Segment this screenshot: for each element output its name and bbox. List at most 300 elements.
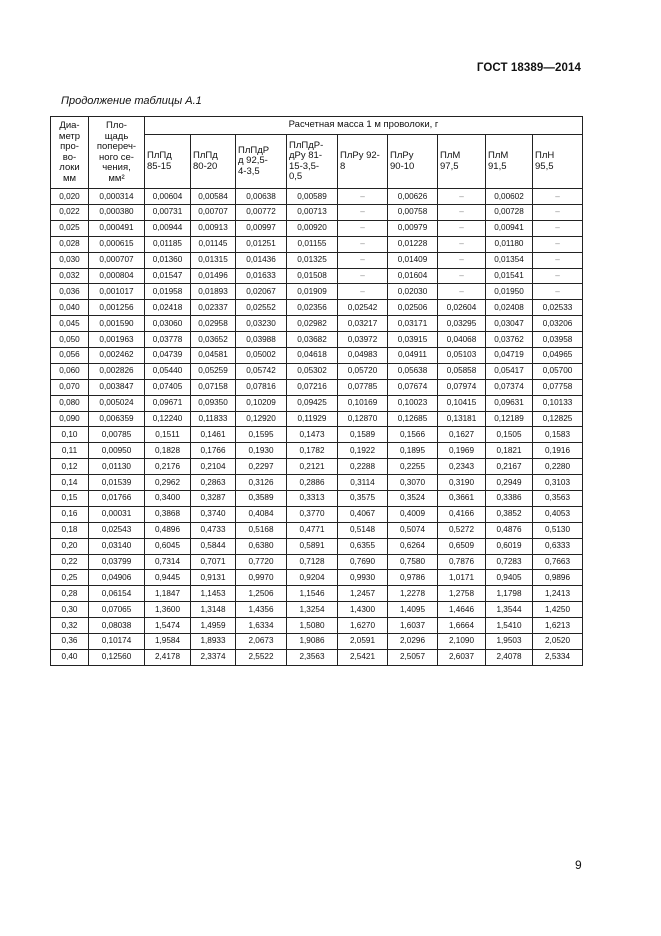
diameter-cell: 0,040 — [51, 300, 89, 316]
mass-cell: 0,04739 — [145, 348, 191, 364]
page-number: 9 — [575, 858, 582, 872]
mass-cell: 0,04911 — [388, 348, 438, 364]
mass-cell: 0,02958 — [191, 316, 236, 332]
mass-cell: 0,3868 — [145, 506, 191, 522]
mass-cell: 0,05638 — [388, 363, 438, 379]
mass-cell: 0,05720 — [338, 363, 388, 379]
mass-cell: – — [533, 189, 583, 205]
diameter-cell: 0,022 — [51, 205, 89, 221]
mass-cell: 0,4166 — [438, 506, 486, 522]
table-caption: Продолжение таблицы А.1 — [61, 95, 202, 107]
mass-cell: 0,02067 — [236, 284, 287, 300]
mass-cell: 1,3600 — [145, 602, 191, 618]
diameter-cell: 0,16 — [51, 506, 89, 522]
mass-cell: 0,2343 — [438, 459, 486, 475]
mass-cell: 0,3852 — [486, 506, 533, 522]
mass-cell: 0,1828 — [145, 443, 191, 459]
mass-cell: 0,07158 — [191, 379, 236, 395]
area-cell: 0,02543 — [89, 522, 145, 538]
diameter-cell: 0,40 — [51, 649, 89, 665]
mass-cell: 0,00626 — [388, 189, 438, 205]
mass-cell: 1,1453 — [191, 586, 236, 602]
diameter-cell: 0,20 — [51, 538, 89, 554]
mass-cell: 0,00913 — [191, 220, 236, 236]
mass-cell: 1,2278 — [388, 586, 438, 602]
mass-cell: 0,7283 — [486, 554, 533, 570]
mass-cell: 1,1847 — [145, 586, 191, 602]
mass-cell: 0,3386 — [486, 491, 533, 507]
mass-cell: 0,05302 — [287, 363, 338, 379]
mass-cell: 1,4959 — [191, 618, 236, 634]
mass-cell: 1,0171 — [438, 570, 486, 586]
mass-cell: 0,01633 — [236, 268, 287, 284]
mass-cell: 0,02982 — [287, 316, 338, 332]
area-cell: 0,01539 — [89, 475, 145, 491]
area-cell: 0,08038 — [89, 618, 145, 634]
mass-cell: 1,6037 — [388, 618, 438, 634]
diameter-cell: 0,025 — [51, 220, 89, 236]
mass-cell: 0,07374 — [486, 379, 533, 395]
mass-cell: 1,6664 — [438, 618, 486, 634]
mass-cell: 0,3287 — [191, 491, 236, 507]
area-cell: 0,07065 — [89, 602, 145, 618]
mass-cell: 0,1627 — [438, 427, 486, 443]
header-alloy: ПлПдР- дРу 81- 15-3,5- 0,5 — [287, 135, 338, 189]
mass-cell: – — [533, 220, 583, 236]
table-row — [51, 189, 583, 205]
mass-cell: 0,9970 — [236, 570, 287, 586]
table-row — [51, 411, 583, 427]
mass-cell: – — [338, 252, 388, 268]
mass-cell: 2,5057 — [388, 649, 438, 665]
table-row — [51, 554, 583, 570]
mass-cell: 1,4095 — [388, 602, 438, 618]
mass-cell: 0,00731 — [145, 205, 191, 221]
mass-cell: 0,5844 — [191, 538, 236, 554]
mass-cell: 0,01547 — [145, 268, 191, 284]
mass-cell: 0,1930 — [236, 443, 287, 459]
mass-cell: 0,6380 — [236, 538, 287, 554]
mass-cell: 1,9503 — [486, 634, 533, 650]
mass-cell: 0,03171 — [388, 316, 438, 332]
mass-cell: – — [438, 268, 486, 284]
header-alloy: ПлПд 85-15 — [145, 135, 191, 189]
mass-cell: 0,01180 — [486, 236, 533, 252]
area-cell: 0,00950 — [89, 443, 145, 459]
table-row — [51, 284, 583, 300]
table-row — [51, 205, 583, 221]
mass-cell: 0,03060 — [145, 316, 191, 332]
area-cell: 0,002462 — [89, 348, 145, 364]
mass-cell: 0,01508 — [287, 268, 338, 284]
mass-cell: 0,05002 — [236, 348, 287, 364]
mass-cell: 0,00604 — [145, 189, 191, 205]
diameter-cell: 0,28 — [51, 586, 89, 602]
header-area: Пло- щадь попереч- ного се- чения, мм² — [89, 117, 145, 189]
mass-cell: 0,9445 — [145, 570, 191, 586]
mass-cell: 0,07405 — [145, 379, 191, 395]
table-row — [51, 443, 583, 459]
diameter-cell: 0,056 — [51, 348, 89, 364]
mass-cell: – — [533, 252, 583, 268]
mass-cell: 0,09631 — [486, 395, 533, 411]
mass-cell: 0,01325 — [287, 252, 338, 268]
mass-cell: 2,0591 — [338, 634, 388, 650]
diameter-cell: 0,036 — [51, 284, 89, 300]
diameter-cell: 0,030 — [51, 252, 89, 268]
mass-cell: 0,12240 — [145, 411, 191, 427]
mass-cell: 0,02418 — [145, 300, 191, 316]
mass-cell: 0,02542 — [338, 300, 388, 316]
mass-cell: 0,00979 — [388, 220, 438, 236]
area-cell: 0,000804 — [89, 268, 145, 284]
mass-cell: 1,8933 — [191, 634, 236, 650]
mass-cell: 0,1505 — [486, 427, 533, 443]
mass-cell: 0,01185 — [145, 236, 191, 252]
header-alloy: ПлМ 91,5 — [486, 135, 533, 189]
mass-cell: 0,00997 — [236, 220, 287, 236]
mass-cell: 0,07974 — [438, 379, 486, 395]
table-row — [51, 459, 583, 475]
mass-cell: 0,1461 — [191, 427, 236, 443]
mass-cell: 2,3374 — [191, 649, 236, 665]
mass-cell: 1,2413 — [533, 586, 583, 602]
mass-cell: 0,2886 — [287, 475, 338, 491]
mass-cell: 0,4067 — [338, 506, 388, 522]
mass-cell: 0,10023 — [388, 395, 438, 411]
mass-cell: 0,5148 — [338, 522, 388, 538]
mass-cell: 0,03988 — [236, 332, 287, 348]
mass-cell: 0,07785 — [338, 379, 388, 395]
mass-cell: 0,3126 — [236, 475, 287, 491]
mass-cell: 0,02408 — [486, 300, 533, 316]
mass-cell: – — [338, 220, 388, 236]
mass-cell: 0,05700 — [533, 363, 583, 379]
mass-cell: 0,1595 — [236, 427, 287, 443]
diameter-cell: 0,020 — [51, 189, 89, 205]
mass-cell: 0,3524 — [388, 491, 438, 507]
table-row — [51, 475, 583, 491]
mass-cell: 0,3770 — [287, 506, 338, 522]
mass-cell: 0,9896 — [533, 570, 583, 586]
mass-cell: 0,03047 — [486, 316, 533, 332]
mass-cell: 0,6333 — [533, 538, 583, 554]
mass-cell: 2,1090 — [438, 634, 486, 650]
mass-cell: 1,2457 — [338, 586, 388, 602]
mass-cell: 0,02356 — [287, 300, 338, 316]
mass-cell: 0,7314 — [145, 554, 191, 570]
mass-cell: – — [338, 205, 388, 221]
mass-cell: 0,00758 — [388, 205, 438, 221]
mass-cell: 0,02533 — [533, 300, 583, 316]
area-cell: 0,003847 — [89, 379, 145, 395]
mass-cell: 0,9405 — [486, 570, 533, 586]
diameter-cell: 0,15 — [51, 491, 89, 507]
mass-cell: 1,3544 — [486, 602, 533, 618]
table-row — [51, 586, 583, 602]
mass-cell: 0,3589 — [236, 491, 287, 507]
mass-cell: 0,12685 — [388, 411, 438, 427]
area-cell: 0,000380 — [89, 205, 145, 221]
mass-cell: 0,1895 — [388, 443, 438, 459]
mass-cell: 0,01950 — [486, 284, 533, 300]
table-row — [51, 634, 583, 650]
diameter-cell: 0,090 — [51, 411, 89, 427]
mass-cell: 0,2255 — [388, 459, 438, 475]
table-row — [51, 618, 583, 634]
mass-cell: 1,2506 — [236, 586, 287, 602]
diameter-cell: 0,045 — [51, 316, 89, 332]
mass-cell: 0,7690 — [338, 554, 388, 570]
mass-cell: 2,5421 — [338, 649, 388, 665]
mass-cell: 1,5080 — [287, 618, 338, 634]
mass-cell: 0,00584 — [191, 189, 236, 205]
mass-cell: 0,12825 — [533, 411, 583, 427]
table-row — [51, 570, 583, 586]
mass-cell: 0,01360 — [145, 252, 191, 268]
mass-cell: 0,1782 — [287, 443, 338, 459]
mass-cell: 0,1589 — [338, 427, 388, 443]
mass-cell: – — [438, 284, 486, 300]
mass-cell: 0,7580 — [388, 554, 438, 570]
table-row — [51, 379, 583, 395]
mass-cell: 0,03778 — [145, 332, 191, 348]
table-row — [51, 649, 583, 665]
header-alloy: ПлРу 90-10 — [388, 135, 438, 189]
mass-cell: 0,03915 — [388, 332, 438, 348]
mass-cell: 0,03230 — [236, 316, 287, 332]
mass-cell: 0,1566 — [388, 427, 438, 443]
mass-cell: 0,03958 — [533, 332, 583, 348]
mass-cell: 0,00602 — [486, 189, 533, 205]
mass-cell: 0,10209 — [236, 395, 287, 411]
mass-cell: 1,4300 — [338, 602, 388, 618]
table-row — [51, 538, 583, 554]
mass-cell: 0,12920 — [236, 411, 287, 427]
mass-cell: 0,3400 — [145, 491, 191, 507]
table-row — [51, 268, 583, 284]
mass-cell: 0,12870 — [338, 411, 388, 427]
mass-cell: – — [533, 205, 583, 221]
table-row — [51, 395, 583, 411]
mass-cell: 0,01155 — [287, 236, 338, 252]
mass-cell: 0,4771 — [287, 522, 338, 538]
mass-cell: – — [338, 236, 388, 252]
mass-cell: 0,4896 — [145, 522, 191, 538]
table-row — [51, 602, 583, 618]
table-row — [51, 252, 583, 268]
mass-cell: 0,11929 — [287, 411, 338, 427]
mass-cell: 0,4009 — [388, 506, 438, 522]
mass-cell: 0,05417 — [486, 363, 533, 379]
table-row — [51, 491, 583, 507]
mass-cell: 0,10169 — [338, 395, 388, 411]
mass-cell: 0,00944 — [145, 220, 191, 236]
area-cell: 0,01130 — [89, 459, 145, 475]
mass-cell: 1,1798 — [486, 586, 533, 602]
diameter-cell: 0,36 — [51, 634, 89, 650]
header-alloy: ПлПд 80-20 — [191, 135, 236, 189]
mass-cell: 0,05440 — [145, 363, 191, 379]
mass-cell: 2,0673 — [236, 634, 287, 650]
mass-cell: 0,00713 — [287, 205, 338, 221]
mass-cell: 1,5474 — [145, 618, 191, 634]
mass-cell: 0,00941 — [486, 220, 533, 236]
mass-cell: 0,00707 — [191, 205, 236, 221]
mass-cell: 0,7128 — [287, 554, 338, 570]
mass-cell: 0,03762 — [486, 332, 533, 348]
mass-cell: – — [338, 268, 388, 284]
mass-cell: 1,1546 — [287, 586, 338, 602]
mass-cell: – — [338, 284, 388, 300]
mass-cell: 0,2962 — [145, 475, 191, 491]
mass-cell: 0,01228 — [388, 236, 438, 252]
area-cell: 0,001017 — [89, 284, 145, 300]
header-diameter: Диа- метр про- во- локи мм — [51, 117, 89, 189]
table-row — [51, 236, 583, 252]
mass-cell: 0,00920 — [287, 220, 338, 236]
mass-cell: 0,00728 — [486, 205, 533, 221]
mass-cell: 0,03682 — [287, 332, 338, 348]
mass-cell: 0,00589 — [287, 189, 338, 205]
mass-cell: 0,07674 — [388, 379, 438, 395]
mass-cell: 0,2121 — [287, 459, 338, 475]
mass-cell: 0,2949 — [486, 475, 533, 491]
mass-cell: 0,1583 — [533, 427, 583, 443]
mass-cell: 1,3254 — [287, 602, 338, 618]
mass-cell: 0,03652 — [191, 332, 236, 348]
mass-cell: 0,02506 — [388, 300, 438, 316]
mass-cell: 0,1473 — [287, 427, 338, 443]
table-row — [51, 332, 583, 348]
table-row — [51, 427, 583, 443]
mass-cell: – — [338, 189, 388, 205]
area-cell: 0,005024 — [89, 395, 145, 411]
diameter-cell: 0,14 — [51, 475, 89, 491]
mass-cell: 0,03206 — [533, 316, 583, 332]
mass-cell: 0,02604 — [438, 300, 486, 316]
mass-cell: 1,9086 — [287, 634, 338, 650]
mass-cell: 0,01893 — [191, 284, 236, 300]
header-alloy: ПлН 95,5 — [533, 135, 583, 189]
document-code: ГОСТ 18389—2014 — [476, 62, 581, 74]
mass-cell: 0,01541 — [486, 268, 533, 284]
mass-cell: – — [438, 220, 486, 236]
mass-cell: 0,7720 — [236, 554, 287, 570]
mass-cell: 1,6334 — [236, 618, 287, 634]
mass-cell: – — [533, 268, 583, 284]
mass-cell: – — [533, 236, 583, 252]
mass-cell: – — [438, 252, 486, 268]
mass-cell: 0,03972 — [338, 332, 388, 348]
mass-cell: 0,3070 — [388, 475, 438, 491]
mass-cell: 0,04983 — [338, 348, 388, 364]
mass-cell: 0,3563 — [533, 491, 583, 507]
mass-cell: 0,2167 — [486, 459, 533, 475]
area-cell: 0,12560 — [89, 649, 145, 665]
area-cell: 0,04906 — [89, 570, 145, 586]
diameter-cell: 0,32 — [51, 618, 89, 634]
table-row — [51, 220, 583, 236]
mass-cell: 0,13181 — [438, 411, 486, 427]
mass-cell: 0,3190 — [438, 475, 486, 491]
mass-cell: 0,5891 — [287, 538, 338, 554]
mass-cell: 0,02337 — [191, 300, 236, 316]
mass-cell: 0,1916 — [533, 443, 583, 459]
mass-cell: 0,01958 — [145, 284, 191, 300]
mass-cell: 2,5334 — [533, 649, 583, 665]
mass-cell: 1,4250 — [533, 602, 583, 618]
mass-cell: 0,01604 — [388, 268, 438, 284]
mass-cell: 0,10133 — [533, 395, 583, 411]
mass-cell: – — [438, 189, 486, 205]
mass-cell: 0,2176 — [145, 459, 191, 475]
mass-cell: 0,4084 — [236, 506, 287, 522]
mass-cell: – — [533, 284, 583, 300]
mass-cell: 0,00638 — [236, 189, 287, 205]
mass-cell: 0,1766 — [191, 443, 236, 459]
area-cell: 0,03799 — [89, 554, 145, 570]
mass-cell: 2,5522 — [236, 649, 287, 665]
area-cell: 0,000707 — [89, 252, 145, 268]
mass-cell: 0,12189 — [486, 411, 533, 427]
diameter-cell: 0,30 — [51, 602, 89, 618]
mass-cell: 0,09350 — [191, 395, 236, 411]
mass-cell: 0,2297 — [236, 459, 287, 475]
mass-cell: 0,6019 — [486, 538, 533, 554]
mass-cell: 0,07758 — [533, 379, 583, 395]
mass-cell: 0,2104 — [191, 459, 236, 475]
mass-cell: 0,01909 — [287, 284, 338, 300]
mass-cell: 0,6045 — [145, 538, 191, 554]
area-cell: 0,03140 — [89, 538, 145, 554]
mass-cell: 0,2863 — [191, 475, 236, 491]
mass-cell: 1,5410 — [486, 618, 533, 634]
mass-cell: 0,7663 — [533, 554, 583, 570]
mass-cell: 0,02552 — [236, 300, 287, 316]
wire-mass-table — [50, 116, 583, 666]
mass-cell: 0,3313 — [287, 491, 338, 507]
mass-cell: 2,0520 — [533, 634, 583, 650]
header-mass-group: Расчетная масса 1 м проволоки, г — [145, 117, 583, 135]
mass-cell: 0,1969 — [438, 443, 486, 459]
diameter-cell: 0,25 — [51, 570, 89, 586]
mass-cell: 0,3114 — [338, 475, 388, 491]
table-row — [51, 300, 583, 316]
header-alloy: ПлМ 97,5 — [438, 135, 486, 189]
mass-cell: 0,5272 — [438, 522, 486, 538]
diameter-cell: 0,060 — [51, 363, 89, 379]
area-cell: 0,000615 — [89, 236, 145, 252]
mass-cell: 2,4078 — [486, 649, 533, 665]
mass-cell: 0,01409 — [388, 252, 438, 268]
table-row — [51, 363, 583, 379]
diameter-cell: 0,050 — [51, 332, 89, 348]
mass-cell: – — [438, 205, 486, 221]
mass-cell: 0,9204 — [287, 570, 338, 586]
mass-cell: 2,4178 — [145, 649, 191, 665]
mass-cell: 0,05103 — [438, 348, 486, 364]
mass-cell: 0,6264 — [388, 538, 438, 554]
mass-cell: 2,0296 — [388, 634, 438, 650]
mass-cell: 0,9131 — [191, 570, 236, 586]
mass-cell: 0,4733 — [191, 522, 236, 538]
table-row — [51, 316, 583, 332]
area-cell: 0,001256 — [89, 300, 145, 316]
mass-cell: 0,07816 — [236, 379, 287, 395]
mass-cell: 0,7071 — [191, 554, 236, 570]
mass-cell: 0,3103 — [533, 475, 583, 491]
